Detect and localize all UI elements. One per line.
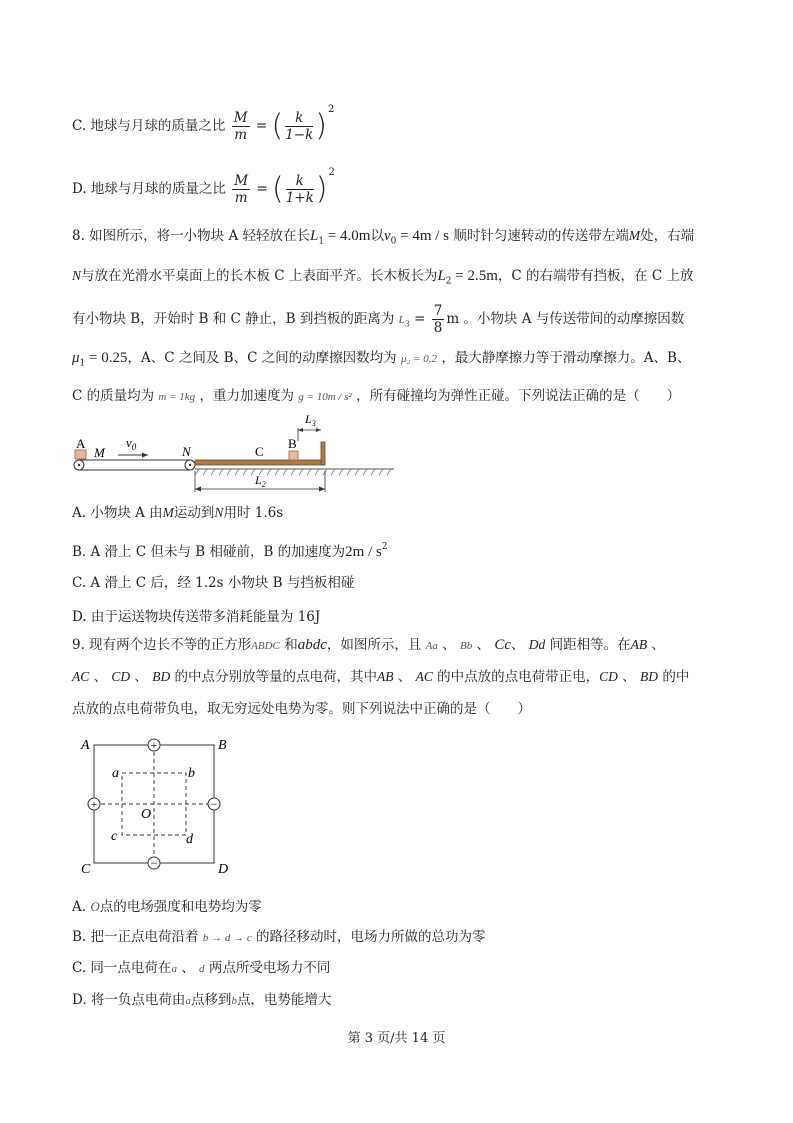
page-footer: 第 3 页/共 14 页 xyxy=(347,1031,446,1046)
q9-option-d: D. 将一负点电荷由a点移到b点，电势能增大 xyxy=(72,992,332,1008)
label-m: M xyxy=(94,445,105,460)
label-a: a xyxy=(112,766,119,781)
q7-option-d: D. 地球与月球的质量之比 $\frac{M}{m}$ = ( $\frac{k}{1+k}$ )$^2$ xyxy=(72,167,335,207)
mass-ratio-fraction: $\frac{M}{m}$ xyxy=(233,110,248,143)
label-D: D xyxy=(218,862,229,877)
block-b xyxy=(289,451,298,460)
label-b: b xyxy=(188,766,195,781)
label-B: B xyxy=(218,738,227,753)
q9-option-c: C. 同一点电荷在a 、 d 两点所受电场力不同 xyxy=(72,960,331,976)
label-c: c xyxy=(111,829,118,844)
q8-option-d: D. 由于运送物块传送带多消耗能量为 16J xyxy=(72,609,321,625)
label-b: B xyxy=(288,436,297,451)
q9-stem-line-3: 点放的点电荷带负电，取无穷远处电势为零。则下列说法中正确的是（ ） xyxy=(72,701,531,717)
label-A: A xyxy=(81,738,90,753)
label-l3: $L_3$ xyxy=(305,412,316,428)
q8-option-b: B. A 滑上 C 但未与 B 相碰前，B 的加速度为$2m / s^2$ xyxy=(72,542,388,560)
label-a: A xyxy=(76,436,86,451)
q8-stem-line-1: 8. 如图所示，将一小物块 A 轻轻放在长$L_1 = 4.0m$以$v_0 = 4m / s$ 顺时针匀速转动的传送带左端M处，右端 xyxy=(72,228,695,247)
label-C: C xyxy=(81,862,91,877)
label-O: O xyxy=(141,807,152,822)
q9-stem-line-1: 9. 现有两个边长不等的正方形ABDC 和abdc，如图所示，且 Aa 、 Bb 、 Cc、 Dd 间距相等。在AB 、 xyxy=(72,637,665,653)
block-a xyxy=(75,450,86,459)
mass-ratio-fraction: $\frac{M}{m}$ xyxy=(234,173,249,206)
label-d: d xyxy=(186,832,193,847)
q8-stem-line-5: C 的质量均为 m = 1kg ，重力加速度为 g = 10m / s² ，所有碰撞均为弹性正碰。下列说法正确的是（ ） xyxy=(72,388,681,404)
label-c: C xyxy=(255,444,264,459)
q9-option-a: A. O点的电场强度和电势均为零 xyxy=(72,899,262,915)
charges-square-figure xyxy=(75,732,245,877)
q8-option-c: C. A 滑上 C 后，经 1.2s 小物块 B 与挡板相碰 xyxy=(72,575,355,591)
label-l2: $L_2$ xyxy=(255,473,266,489)
q8-stem-line-2: N与放在光滑水平桌面上的长木板 C 上表面平齐。长木板长为$L_2 = 2.5m$，C 的右端带有挡板，在 C 上放 xyxy=(72,268,694,287)
q9-option-b: B. 把一正点电荷沿着 b → d → c 的路径移动时，电场力所做的总功为零 xyxy=(72,929,486,945)
q8-stem-line-3: 有小物块 B，开始时 B 和 C 静止，B 到挡板的距离为 $L_3$ = $\frac{7}{8}$ m 。小物块 A 与传送带间的动摩擦因数 xyxy=(72,303,685,336)
q8-stem-line-4: $\mu_1 = 0.25$，A、C 之间及 B、C 之间的动摩擦因数均为 μ₂ = 0.2 ，最大静摩擦力等于滑动摩擦力。A、B、 xyxy=(72,350,691,369)
svg-text:+: + xyxy=(150,738,158,752)
label-v0: $v_0$ xyxy=(126,435,137,452)
svg-text:+: + xyxy=(90,797,98,811)
conveyor-figure xyxy=(72,405,402,495)
q7-option-c: C. 地球与月球的质量之比 $\frac{M}{m}$ = ( $\frac{k}{1-k}$ )$^2$ xyxy=(72,104,335,144)
plank-c xyxy=(195,460,325,465)
svg-text:−: − xyxy=(150,856,158,870)
label-n: N xyxy=(182,444,191,459)
svg-text:−: − xyxy=(210,797,218,811)
q9-stem-line-2: AC 、 CD 、 BD 的中点分别放等量的点电荷，其中AB 、 AC 的中点放的点电荷带正电，CD 、 BD 的中 xyxy=(72,669,690,685)
q8-option-a: A. 小物块 A 由M运动到N用时 1.6s xyxy=(72,505,284,521)
barrier xyxy=(321,442,325,465)
